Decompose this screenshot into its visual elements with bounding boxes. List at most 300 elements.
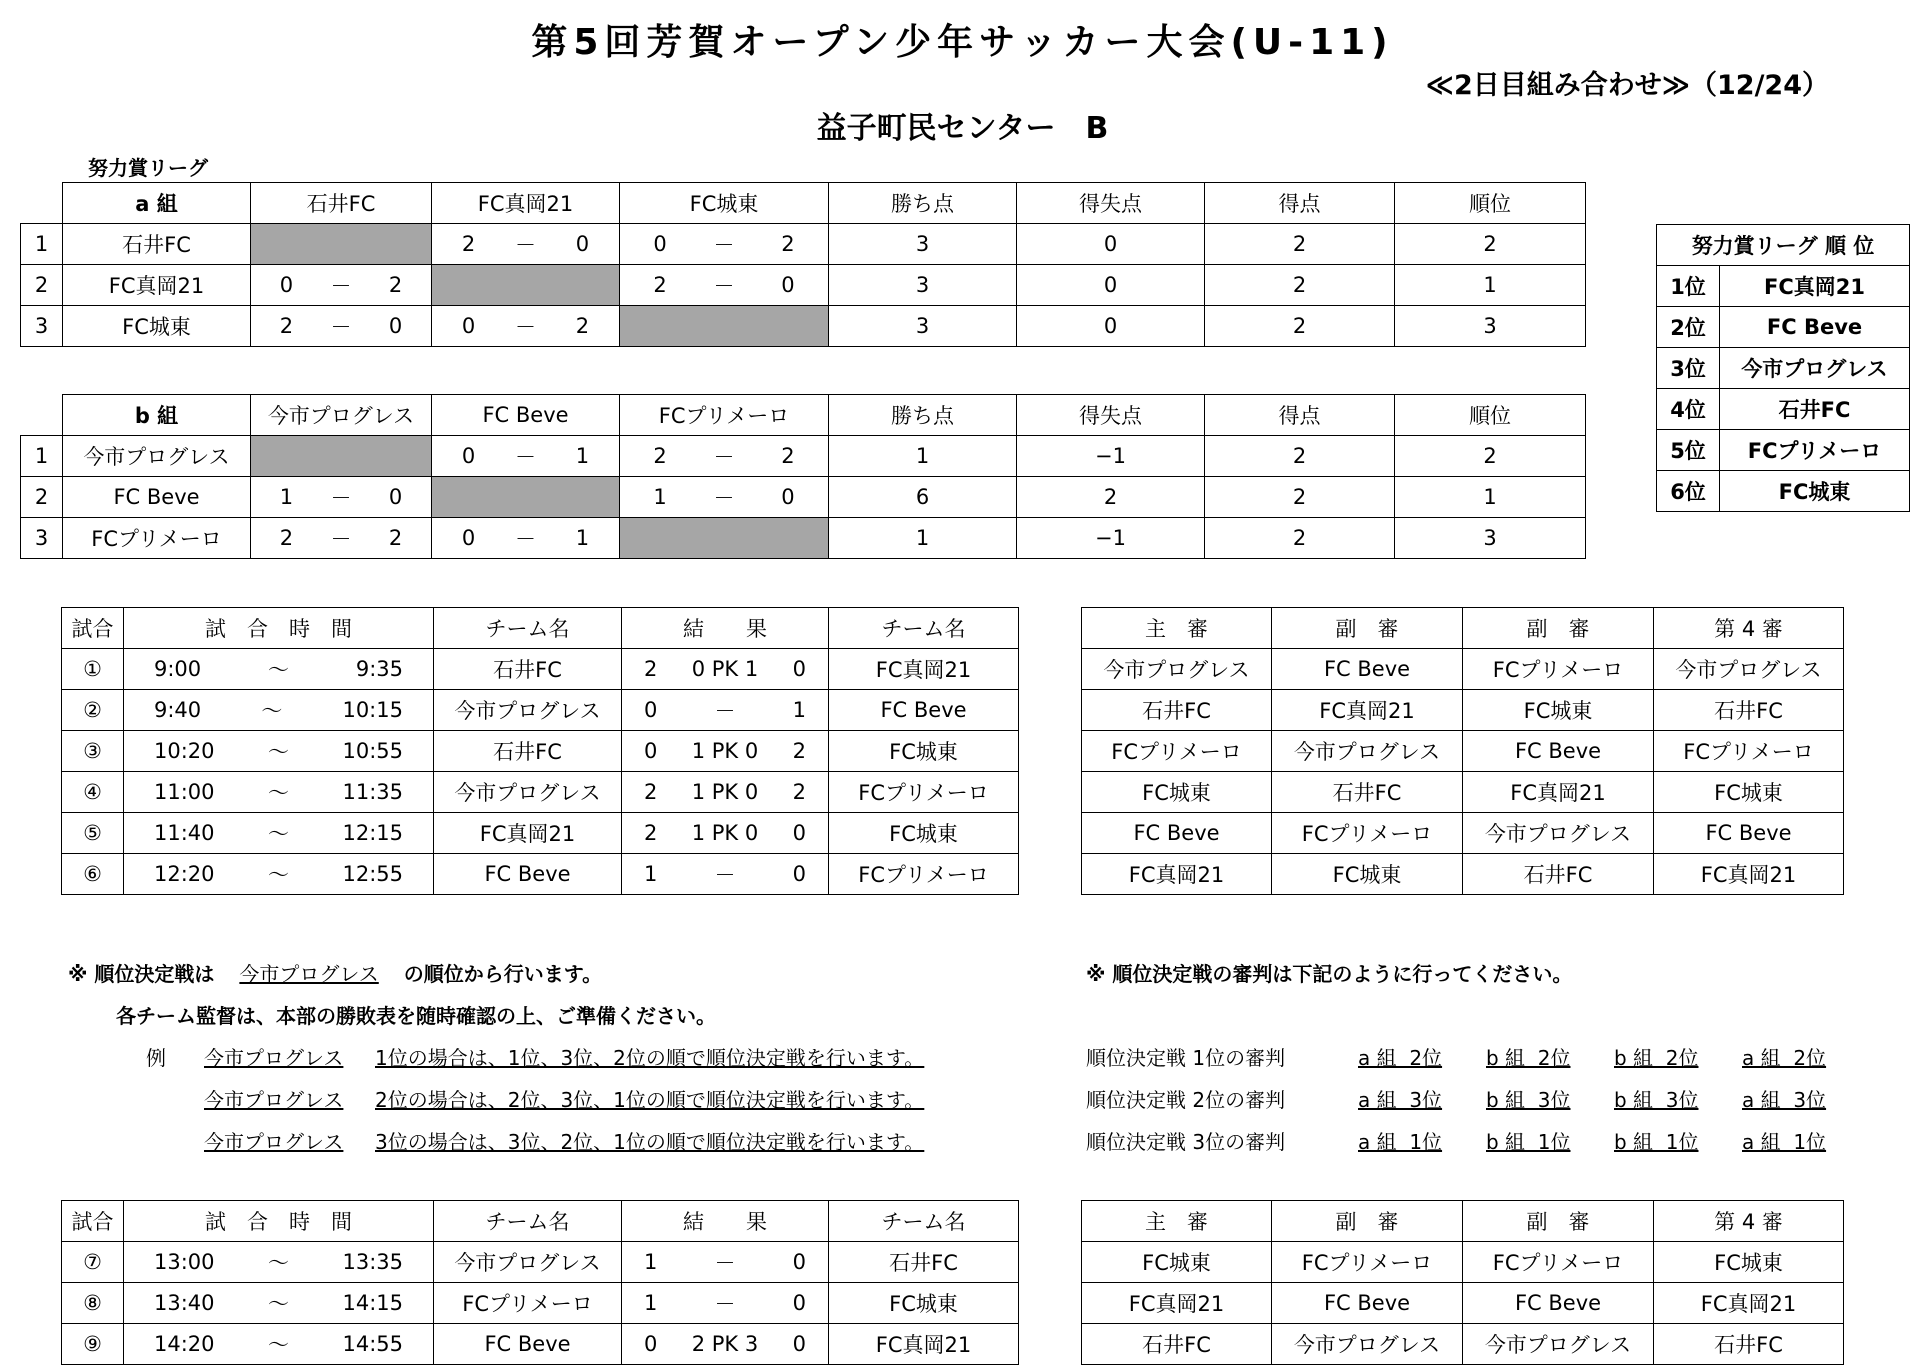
time-end: 10:55 [342, 739, 403, 763]
example-team: 今市プログレス [204, 1046, 344, 1070]
col-referee-sub: 副 審 [1272, 1201, 1463, 1242]
group-row [21, 306, 1586, 347]
example-team: 今市プログレス [204, 1130, 344, 1154]
score-part: 2 [279, 314, 294, 338]
match-time [124, 1283, 434, 1324]
ranking-team: 今市プログレス [1720, 348, 1910, 389]
rank: 3 [1395, 518, 1586, 559]
placement-note-prefix: ※ 順位決定戦は [68, 962, 215, 986]
match-number: ⑦ [62, 1242, 124, 1283]
ranking-row [1657, 348, 1910, 389]
match-time [124, 1324, 434, 1365]
result-s1: 1 [644, 1250, 658, 1274]
result-mid: 2 PK 3 [691, 1332, 759, 1356]
row-number: 1 [21, 224, 63, 265]
score-part: 0 [461, 314, 476, 338]
away-team: FC城東 [829, 813, 1019, 854]
result-s1: 0 [644, 698, 658, 722]
score-part: 1 [575, 444, 590, 468]
referee-team: 石井FC [1654, 690, 1844, 731]
points: 1 [829, 436, 1017, 477]
group-a-table [20, 182, 1586, 347]
score-part: 0 [781, 485, 795, 509]
score-part: － [330, 315, 352, 339]
goal-diff: −1 [1017, 436, 1205, 477]
time-sep: ～ [268, 1333, 289, 1357]
rank: 3 [1395, 306, 1586, 347]
match-result [622, 731, 829, 772]
group-b-header-row [21, 395, 1586, 436]
col-match: 試合 [62, 608, 124, 649]
ranking-header-row [1657, 225, 1910, 266]
referee-assignment-cell: b 組 1位 [1486, 1130, 1571, 1154]
points: 3 [829, 265, 1017, 306]
match-number: ⑨ [62, 1324, 124, 1365]
goals-for: 2 [1205, 436, 1395, 477]
away-team: FC真岡21 [829, 649, 1019, 690]
match-number: ④ [62, 772, 124, 813]
ranking-row [1657, 471, 1910, 512]
referee-team: FCプリメーロ [1463, 1242, 1654, 1283]
home-team: 石井FC [434, 649, 622, 690]
referee-assignment-cell: b 組 2位 [1486, 1046, 1571, 1070]
match-time [124, 649, 434, 690]
team-name: FC城東 [63, 306, 251, 347]
match-time [124, 690, 434, 731]
referee-team: FC城東 [1082, 1242, 1272, 1283]
match-row [62, 1324, 1019, 1365]
referee-header-row [1082, 608, 1844, 649]
ranking-row [1657, 389, 1910, 430]
referee-team: 今市プログレス [1654, 649, 1844, 690]
score-part: 2 [575, 314, 590, 338]
referee-assignment-cell: b 組 3位 [1486, 1088, 1571, 1112]
ranking-place: 5位 [1657, 430, 1720, 471]
score-part: 1 [279, 485, 294, 509]
points: 1 [829, 518, 1017, 559]
col-team: FC Beve [432, 395, 620, 436]
time-end: 14:15 [342, 1291, 403, 1315]
referee-note: ※ 順位決定戦の審判は下記のように行ってください。 [1086, 962, 1573, 986]
group-row [21, 224, 1586, 265]
referee-team: 今市プログレス [1272, 731, 1463, 772]
referee-team: 石井FC [1082, 1324, 1272, 1365]
referee-team: 今市プログレス [1272, 1324, 1463, 1365]
goals-for: 2 [1205, 265, 1395, 306]
referee-row [1082, 649, 1844, 690]
col-team: 石井FC [251, 183, 432, 224]
group-a-name: a 組 [63, 183, 251, 224]
referee-assignment-label: 順位決定戦 1位の審判 [1086, 1046, 1286, 1070]
row-number: 3 [21, 306, 63, 347]
result-s1: 0 [644, 739, 658, 763]
col-goals: 得点 [1205, 183, 1395, 224]
col-referee-sub: 副 審 [1463, 608, 1654, 649]
rank: 2 [1395, 436, 1586, 477]
referee-team: FC城東 [1272, 854, 1463, 895]
row-number: 3 [21, 518, 63, 559]
result-s2: 0 [792, 821, 806, 845]
match-number: ① [62, 649, 124, 690]
placement-note [68, 958, 602, 987]
score-part: 0 [388, 314, 403, 338]
referee-team: FC Beve [1654, 813, 1844, 854]
referee-header-row [1082, 1201, 1844, 1242]
referee-row [1082, 772, 1844, 813]
referee-team: FC真岡21 [1082, 854, 1272, 895]
match-time [124, 854, 434, 895]
referee-row [1082, 1242, 1844, 1283]
referee-team: FC Beve [1272, 1283, 1463, 1324]
match-row [62, 731, 1019, 772]
col-home-team: チーム名 [434, 1201, 622, 1242]
team-name: 今市プログレス [63, 436, 251, 477]
page-title: 第5回芳賀オープン少年サッカー大会(U-11) [531, 22, 1394, 63]
match-number: ⑧ [62, 1283, 124, 1324]
home-team: FCプリメーロ [434, 1283, 622, 1324]
score-part: － [515, 233, 536, 257]
result-s2: 2 [792, 780, 806, 804]
group-row [21, 265, 1586, 306]
row-number: 2 [21, 265, 63, 306]
coach-note: 各チーム監督は、本部の勝敗表を随時確認の上、ご準備ください。 [116, 1004, 716, 1028]
result-mid: 1 PK 0 [691, 780, 759, 804]
result-s1: 1 [644, 1291, 658, 1315]
away-team: FCプリメーロ [829, 772, 1019, 813]
referee-team: FC城東 [1082, 772, 1272, 813]
goals-for: 2 [1205, 477, 1395, 518]
home-team: 今市プログレス [434, 1242, 622, 1283]
col-referee-main: 主 審 [1082, 608, 1272, 649]
score-part: 0 [461, 444, 476, 468]
group-row [21, 477, 1586, 518]
score-part: － [515, 315, 536, 339]
match-row [62, 1242, 1019, 1283]
result-mid: － [714, 1292, 736, 1316]
referee-team: FC真岡21 [1463, 772, 1654, 813]
away-team: FC城東 [829, 731, 1019, 772]
match-score-cell [432, 436, 620, 477]
col-time: 試 合 時 間 [124, 1201, 434, 1242]
ranking-team: FCプリメーロ [1720, 430, 1910, 471]
group-a-header-row [21, 183, 1586, 224]
ranking-place: 1位 [1657, 266, 1720, 307]
score-part: 1 [575, 526, 590, 550]
match-row [62, 854, 1019, 895]
match-result [622, 854, 829, 895]
col-team: FCプリメーロ [620, 395, 829, 436]
match-time [124, 731, 434, 772]
result-s2: 0 [792, 862, 806, 886]
ranking-row [1657, 266, 1910, 307]
away-team: FC Beve [829, 690, 1019, 731]
referee-team: FC真岡21 [1654, 1283, 1844, 1324]
match-number: ⑥ [62, 854, 124, 895]
col-team: FC真岡21 [432, 183, 620, 224]
ranking-row [1657, 307, 1910, 348]
match-score-cell [620, 306, 829, 347]
ranking-team: FC真岡21 [1720, 266, 1910, 307]
match-score-cell [432, 265, 620, 306]
match-row [62, 1283, 1019, 1324]
match-number: ⑤ [62, 813, 124, 854]
match-time [124, 813, 434, 854]
goals-for: 2 [1205, 306, 1395, 347]
referee-team: 今市プログレス [1463, 813, 1654, 854]
schedule-table-1 [61, 607, 1019, 895]
home-team: 石井FC [434, 731, 622, 772]
match-result [622, 690, 829, 731]
goals-for: 2 [1205, 224, 1395, 265]
score-part: 0 [781, 273, 795, 297]
referee-team: 石井FC [1082, 690, 1272, 731]
result-mid: 1 PK 0 [691, 739, 759, 763]
time-sep: ～ [268, 1292, 289, 1316]
col-goal-diff: 得失点 [1017, 183, 1205, 224]
goal-diff: 0 [1017, 224, 1205, 265]
schedule-header-row [62, 1201, 1019, 1242]
match-score-cell [620, 436, 829, 477]
score-part: － [515, 527, 536, 551]
score-part: 2 [461, 232, 476, 256]
referee-row [1082, 1283, 1844, 1324]
points: 3 [829, 306, 1017, 347]
example-text: 2位の場合は、2位、3位、1位の順で順位決定戦を行います。 [375, 1088, 925, 1112]
score-part: 1 [653, 485, 667, 509]
referee-assignment-cell: a 組 2位 [1742, 1046, 1827, 1070]
score-part: － [713, 274, 735, 298]
ranking-place: 2位 [1657, 307, 1720, 348]
group-b-name: b 組 [63, 395, 251, 436]
referee-assignment-label: 順位決定戦 3位の審判 [1086, 1130, 1286, 1154]
time-end: 12:15 [342, 821, 403, 845]
match-score-cell [251, 518, 432, 559]
time-start: 13:00 [154, 1250, 215, 1274]
col-team: FC城東 [620, 183, 829, 224]
col-referee-main: 主 審 [1082, 1201, 1272, 1242]
time-end: 14:55 [342, 1332, 403, 1356]
referee-team: FC真岡21 [1654, 854, 1844, 895]
referee-row [1082, 813, 1844, 854]
referee-assignment-cell: a 組 1位 [1742, 1130, 1827, 1154]
referee-assignment-cell: a 組 3位 [1358, 1088, 1443, 1112]
time-end: 12:55 [342, 862, 403, 886]
score-part: 0 [653, 232, 667, 256]
time-sep: ～ [268, 1251, 289, 1275]
col-points: 勝ち点 [829, 183, 1017, 224]
team-name: FCプリメーロ [63, 518, 251, 559]
ranking-table [1656, 224, 1910, 512]
time-start: 11:00 [154, 780, 215, 804]
rank: 2 [1395, 224, 1586, 265]
referee-table-1 [1081, 607, 1844, 895]
score-part: 2 [388, 526, 403, 550]
example-team: 今市プログレス [204, 1088, 344, 1112]
away-team: FC真岡21 [829, 1324, 1019, 1365]
time-end: 10:15 [342, 698, 403, 722]
placement-note-team: 今市プログレス [239, 962, 379, 986]
referee-team: FC真岡21 [1082, 1283, 1272, 1324]
referee-team: 石井FC [1654, 1324, 1844, 1365]
referee-team: FCプリメーロ [1654, 731, 1844, 772]
league-label: 努力賞リーグ [88, 156, 208, 180]
col-result: 結 果 [622, 1201, 829, 1242]
referee-team: 石井FC [1272, 772, 1463, 813]
referee-team: FC Beve [1082, 813, 1272, 854]
col-goal-diff: 得失点 [1017, 395, 1205, 436]
time-start: 14:20 [154, 1332, 215, 1356]
referee-assignment-label: 順位決定戦 2位の審判 [1086, 1088, 1286, 1112]
score-part: 2 [653, 273, 667, 297]
col-team: 今市プログレス [251, 395, 432, 436]
referee-team: FCプリメーロ [1272, 813, 1463, 854]
ranking-team: 石井FC [1720, 389, 1910, 430]
time-sep: ～ [268, 740, 289, 764]
referee-team: 石井FC [1463, 854, 1654, 895]
score-part: 0 [461, 526, 476, 550]
corner-cell [21, 183, 63, 224]
match-row [62, 690, 1019, 731]
match-result [622, 1242, 829, 1283]
col-referee-fourth: 第 4 審 [1654, 608, 1844, 649]
referee-table-2 [1081, 1200, 1844, 1365]
home-team: 今市プログレス [434, 772, 622, 813]
ranking-row [1657, 430, 1910, 471]
col-rank: 順位 [1395, 183, 1586, 224]
away-team: FC城東 [829, 1283, 1019, 1324]
schedule-header-row [62, 608, 1019, 649]
result-mid: 0 PK 1 [691, 657, 759, 681]
score-part: － [330, 486, 352, 510]
corner-cell [21, 395, 63, 436]
match-score-cell [620, 518, 829, 559]
example-label: 例 [146, 1046, 166, 1070]
time-sep: ～ [261, 699, 283, 723]
goal-diff: 0 [1017, 265, 1205, 306]
home-team: 今市プログレス [434, 690, 622, 731]
points: 6 [829, 477, 1017, 518]
example-text: 3位の場合は、3位、2位、1位の順で順位決定戦を行います。 [375, 1130, 925, 1154]
match-score-cell [432, 518, 620, 559]
page-subtitle: ≪2日目組み合わせ≫（12/24） [1425, 70, 1829, 101]
match-score-cell [251, 477, 432, 518]
col-away-team: チーム名 [829, 608, 1019, 649]
result-mid: － [714, 1251, 736, 1275]
referee-row [1082, 1324, 1844, 1365]
score-part: － [330, 274, 352, 298]
time-start: 9:40 [154, 698, 202, 722]
ranking-place: 3位 [1657, 348, 1720, 389]
result-s2: 1 [792, 698, 806, 722]
score-part: 2 [388, 273, 403, 297]
goal-diff: 2 [1017, 477, 1205, 518]
ranking-team: FC城東 [1720, 471, 1910, 512]
time-end: 13:35 [342, 1250, 403, 1274]
col-result: 結 果 [622, 608, 829, 649]
referee-assignment-cell: b 組 1位 [1614, 1130, 1699, 1154]
result-mid: － [714, 863, 736, 887]
col-referee-fourth: 第 4 審 [1654, 1201, 1844, 1242]
referee-assignment-cell: b 組 3位 [1614, 1088, 1699, 1112]
referee-team: FC Beve [1272, 649, 1463, 690]
referee-team: FC真岡21 [1272, 690, 1463, 731]
result-mid: － [714, 699, 736, 723]
result-s1: 2 [644, 657, 658, 681]
schedule-table-2 [61, 1200, 1019, 1365]
time-sep: ～ [268, 658, 289, 682]
rank: 1 [1395, 265, 1586, 306]
row-number: 1 [21, 436, 63, 477]
time-start: 12:20 [154, 862, 215, 886]
match-score-cell [251, 265, 432, 306]
score-part: － [713, 445, 735, 469]
match-row [62, 772, 1019, 813]
referee-team: 今市プログレス [1082, 649, 1272, 690]
match-row [62, 649, 1019, 690]
home-team: FC Beve [434, 854, 622, 895]
match-score-cell [251, 436, 432, 477]
points: 3 [829, 224, 1017, 265]
match-result [622, 813, 829, 854]
score-part: 0 [388, 485, 403, 509]
referee-team: FCプリメーロ [1463, 649, 1654, 690]
referee-team: FC Beve [1463, 731, 1654, 772]
score-part: 2 [653, 444, 667, 468]
match-score-cell [620, 224, 829, 265]
group-row [21, 436, 1586, 477]
venue-title: 益子町民センター B [816, 111, 1109, 146]
result-s2: 0 [792, 1291, 806, 1315]
col-goals: 得点 [1205, 395, 1395, 436]
score-part: － [713, 233, 735, 257]
result-s1: 2 [644, 821, 658, 845]
referee-team: FC Beve [1463, 1283, 1654, 1324]
goals-for: 2 [1205, 518, 1395, 559]
result-s1: 0 [644, 1332, 658, 1356]
referee-row [1082, 690, 1844, 731]
result-mid: 1 PK 0 [691, 821, 759, 845]
time-start: 11:40 [154, 821, 215, 845]
ranking-title: 努力賞リーグ 順 位 [1657, 225, 1910, 266]
away-team: 石井FC [829, 1242, 1019, 1283]
referee-team: FCプリメーロ [1082, 731, 1272, 772]
group-row [21, 518, 1586, 559]
referee-team: FC城東 [1654, 772, 1844, 813]
result-s2: 2 [792, 739, 806, 763]
time-start: 9:00 [154, 657, 202, 681]
score-part: 2 [279, 526, 294, 550]
result-s1: 1 [644, 862, 658, 886]
time-sep: ～ [268, 781, 289, 805]
match-score-cell [251, 306, 432, 347]
result-s2: 0 [792, 1332, 806, 1356]
time-end: 9:35 [355, 657, 403, 681]
referee-assignment-cell: b 組 2位 [1614, 1046, 1699, 1070]
referee-row [1082, 854, 1844, 895]
match-result [622, 649, 829, 690]
score-part: 2 [781, 232, 795, 256]
col-rank: 順位 [1395, 395, 1586, 436]
time-sep: ～ [268, 863, 289, 887]
col-time: 試 合 時 間 [124, 608, 434, 649]
col-home-team: チーム名 [434, 608, 622, 649]
score-part: 2 [781, 444, 795, 468]
match-score-cell [432, 477, 620, 518]
col-referee-sub: 副 審 [1463, 1201, 1654, 1242]
score-part: 0 [279, 273, 294, 297]
referee-assignment-cell: a 組 3位 [1742, 1088, 1827, 1112]
match-time [124, 1242, 434, 1283]
